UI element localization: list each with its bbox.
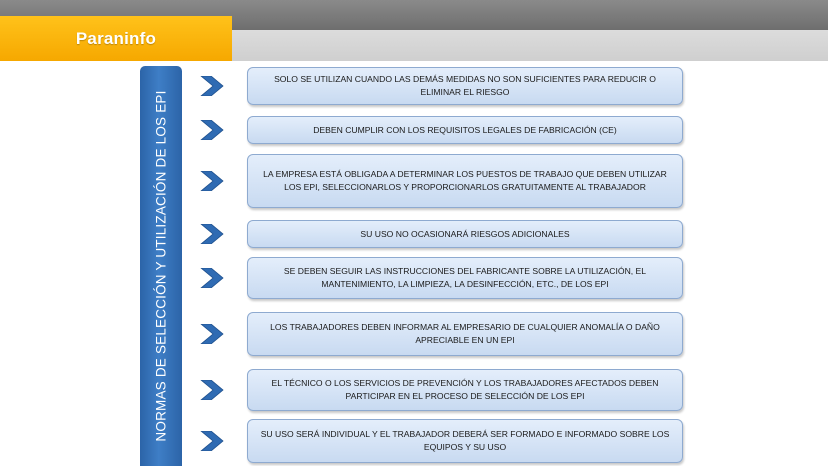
- list-item: [0, 220, 828, 248]
- list-item: [0, 312, 828, 356]
- list-item: [0, 116, 828, 144]
- chevron-right-icon: [200, 120, 224, 140]
- logo: [0, 16, 232, 61]
- chevron-right-icon: [200, 431, 224, 451]
- chevron-right-icon: [200, 76, 224, 96]
- list-item: [0, 257, 828, 299]
- chevron-right-icon: [200, 171, 224, 191]
- item-text-box: DEBEN CUMPLIR CON LOS REQUISITOS LEGALES DE FABRICACIÓN (CE): [247, 116, 683, 144]
- item-text-box: SU USO NO OCASIONARÁ RIESGOS ADICIONALES: [247, 220, 683, 248]
- item-text-box: SE DEBEN SEGUIR LAS INSTRUCCIONES DEL FABRICANTE SOBRE LA UTILIZACIÓN, EL MANTENIMIENTO, LA LIMPIEZA, LA DESINFECCIÓN, ETC., DE LOS EPI: [247, 257, 683, 299]
- chevron-right-icon: [200, 224, 224, 244]
- item-text-box: LOS TRABAJADORES DEBEN INFORMAR AL EMPRESARIO DE CUALQUIER ANOMALÍA O DAÑO APRECIABLE EN UN EPI: [247, 312, 683, 356]
- list-item: [0, 67, 828, 105]
- item-text-box: LA EMPRESA ESTÁ OBLIGADA A DETERMINAR LOS PUESTOS DE TRABAJO QUE DEBEN UTILIZAR LOS EPI, SELECCIONARLOS Y PROPORCIONARLOS GRATUITAMENTE AL TRABAJADOR: [247, 154, 683, 208]
- item-text-box: SOLO SE UTILIZAN CUANDO LAS DEMÁS MEDIDAS NO SON SUFICIENTES PARA REDUCIR O ELIMINAR EL RIESGO: [247, 67, 683, 105]
- logo-text: Paraninfo: [75, 28, 157, 48]
- item-text-box: SU USO SERÁ INDIVIDUAL Y EL TRABAJADOR DEBERÁ SER FORMADO E INFORMADO SOBRE LOS EQUIPOS Y SU USO: [247, 419, 683, 463]
- list-item: [0, 154, 828, 208]
- list-item: [0, 419, 828, 463]
- list-item: [0, 369, 828, 411]
- item-text-box: EL TÉCNICO O LOS SERVICIOS DE PREVENCIÓN Y LOS TRABAJADORES AFECTADOS DEBEN PARTICIPAR EN EL PROCESO DE SELECCIÓN DE LOS EPI: [247, 369, 683, 411]
- chevron-right-icon: [200, 380, 224, 400]
- title-bar: [232, 30, 828, 61]
- chevron-right-icon: [200, 324, 224, 344]
- chevron-right-icon: [200, 268, 224, 288]
- vertical-title: NORMAS DE SELECCIÓN Y UTILIZACIÓN DE LOS EPI: [153, 90, 169, 442]
